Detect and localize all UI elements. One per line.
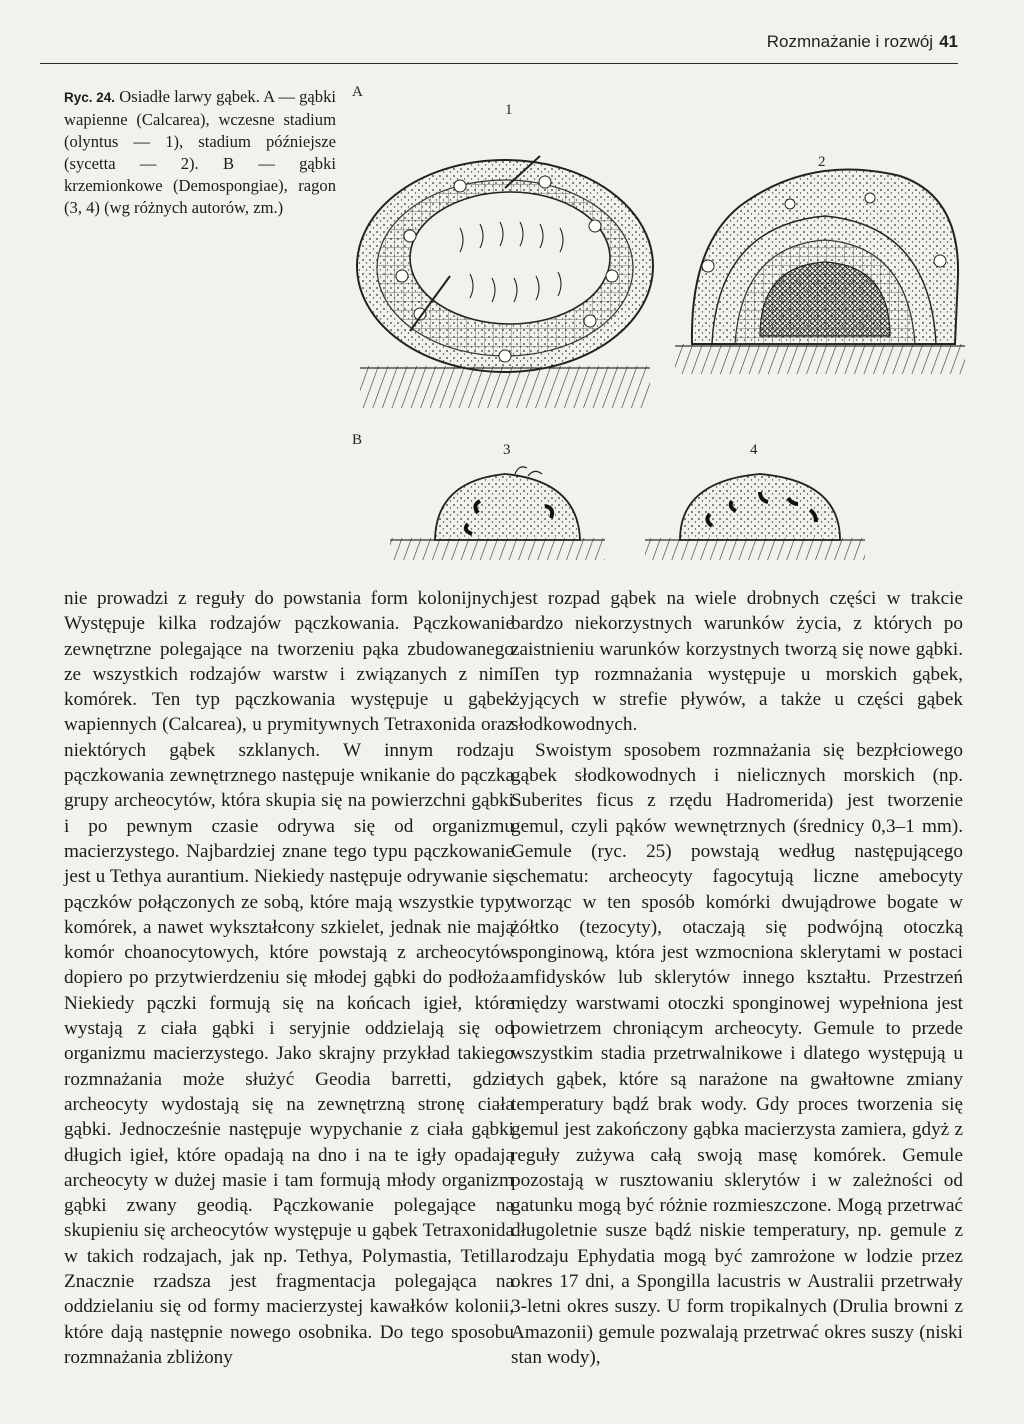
figure-label-3: 3 (503, 442, 511, 458)
left-paragraph-1: nie prowadzi z reguły do powstania form kolonijnych. Występuje kilka rodzajów pączkowania. Pączkowanie zewnętrzne polegające na tworzeniu pąka zbudowanego ze wszystkich rodzajów warstw i związanych z nimi komórek. Ten typ pączkowania występuje u gąbek wapiennych (Calcarea), u prymitywnych Tetraxonida oraz niektórych gąbek szklanych. W innym rodzaju pączkowania zewnętrznego następuje wnikanie do pączka grupy archeocytów, która skupia się na powierzchni gąbki i po pewnym czasie odrywa się od organizmu macierzystego. Najbardziej znane tego typu pączkowanie jest u Tethya aurantium. Niekiedy następuje odrywanie się pączków połączonych ze sobą, które mają wszystkie typy komórek, a nawet wykształcony szkielet, jednak nie mają komór choanocytowych, które powstają z archeocytów dopiero po przytwierdzeniu się młodej gąbki do podłoża. Niekiedy pączki formują się na końcach igieł, które wystają z ciała gąbki i seryjnie oddzielają się od organizmu macierzystego. Jako skrajny przykład takiego rozmnażania może służyć Geodia barretti, gdzie archeocyty wydostają się na zewnętrzną stronę ciała gąbki. Jednocześnie następuje wypychanie z ciała gąbki długich igieł, które opadają na dno i na te igły opadają archeocyty w dużej masie i tam formują młody organizm gąbki zwany geodią. Pączkowanie polegające na skupieniu się archeocytów występuje u gąbek Tetraxonida w takich rodzajach, jak np. Tethya, Polymastia, Tetilla. Znacznie rzadsza jest fragmentacja polegająca na oddzielaniu się od formy macierzystej kawałków kolonii, które dają następnie nowego osobnika. Do tego sposobu rozmnażania zbliżony (64, 588, 514, 1368)
text-column-right (511, 586, 963, 1370)
header-rule (40, 63, 958, 64)
text-column-left (64, 586, 514, 1370)
rhagon-larva-3-drawing (390, 467, 605, 560)
figure-caption-text: Osiadłe larwy gąbek. A — gąbki wapienne (Calcarea), wczesne stadium (olyntus — 1), stadium późniejsze (sycetta — 2). B — gąbki krzemionkowe (Demospongiae), ragon (3, 4) (wg różnych autorów, zm.) (64, 87, 337, 217)
figure-illustration (340, 76, 980, 576)
sponge-larvae-drawing (340, 76, 980, 576)
header-title: Rozmnażanie i rozwój (766, 32, 934, 51)
figure-caption-label: Ryc. 24. (64, 90, 116, 105)
olynthus-larva-drawing (357, 156, 653, 408)
figure-label-b: B (352, 432, 363, 448)
page-number: 41 (939, 32, 958, 51)
figure-label-4: 4 (750, 442, 758, 458)
right-paragraph-2: Swoistym sposobem rozmnażania się bezpłciowego gąbek słodkowodnych i nielicznych morskich (np. Suberites ficus z rzędu Hadromerida) jest tworzenie gemul, czyli pąków wewnętrznych (średnicy 0,3–1 mm). Gemule (ryc. 25) powstają według następującego schematu: archeocyty fagocytują liczne amebocyty tworząc w ten sposób komórki dwujądrowe bogate w żółtko (tezocyty), otaczają się podwójną otoczką sponginową, która jest wzmocniona sklerytami w postaci amfidysków lub sklerytów innego kształtu. Przestrzeń między warstwami otoczki sponginowej wypełniona jest powietrzem chroniącym archeocyty. Gemule to przede wszystkim stadia przetrwalnikowe i dlatego występują u tych gąbek, które są narażone na gwałtowne zmiany temperatury bądź brak wody. Gdy proces tworzenia się gemul jest zakończony gąbka macierzysta zamiera, gdyż z reguły zużywa całą swoją masę komórek. Gemule pozostają w rusztowaniu sklerytów i w zależności od gatunku mogą być różnie rozmieszczone. Mogą przetrwać długoletnie susze bądź niskie temperatury, np. gemule z rodzaju Ephydatia mogą być zamrożone w lodzie przez okres 17 dni, a Spongilla lacustris w Australii przetrwały 3-letni okres suszy. U form tropikalnych (Drulia browni z Amazonii) gemule pozwalają przetrwać okres suszy (niski stan wody), (511, 739, 963, 1368)
running-header (767, 32, 958, 52)
sycetta-larva-drawing (675, 169, 965, 374)
figure-caption (64, 86, 336, 219)
figure-label-2: 2 (818, 154, 826, 170)
figure-label-1: 1 (505, 102, 513, 118)
figure-label-a: A (352, 84, 363, 100)
rhagon-larva-4-drawing (645, 474, 865, 560)
right-paragraph-1: jest rozpad gąbek na wiele drobnych części w trakcie bardzo niekorzystnych warunków życia, z których po zaistnieniu warunków korzystnych tworzą się nowe gąbki. Ten typ rozmnażania występuje u morskich gąbek, żyjących w strefie pływów, a także u części gąbek słodkowodnych. (511, 588, 963, 736)
